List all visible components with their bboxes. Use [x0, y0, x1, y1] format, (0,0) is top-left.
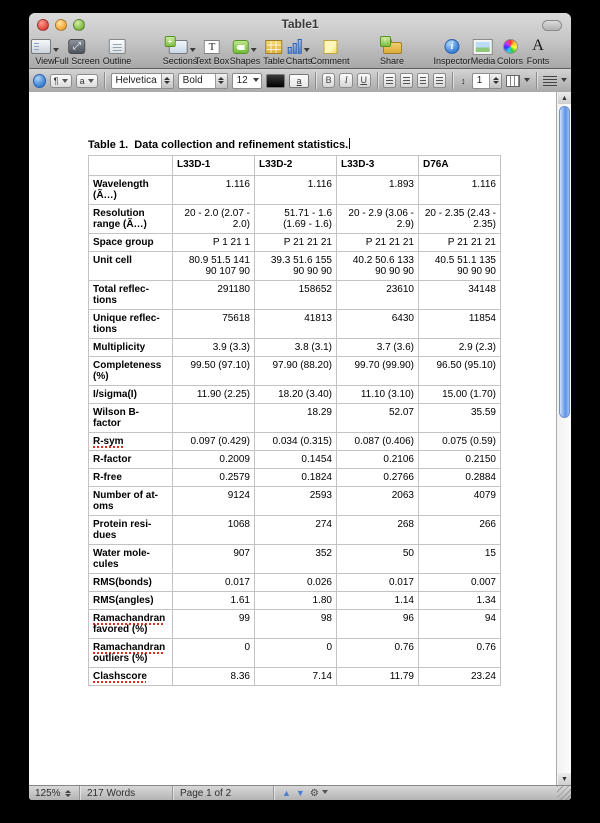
column-header-cell[interactable] — [89, 156, 173, 176]
toolbar-label: View — [35, 56, 55, 66]
comment-icon — [323, 40, 337, 54]
misspelled-word: Ramachandran — [93, 613, 166, 624]
value-cell[interactable]: 52.07 — [337, 404, 419, 433]
outline-icon — [109, 39, 126, 54]
value-cell[interactable]: 1.80 — [255, 592, 337, 610]
stepper-arrows-icon — [65, 790, 71, 797]
toolbar-label: Sections — [162, 56, 198, 66]
toolbar-textbox-button[interactable] — [195, 37, 230, 66]
row-label-cell[interactable]: Number of at- oms — [89, 487, 173, 516]
chevron-down-icon — [88, 79, 94, 83]
row-label-cell[interactable]: Unique reflec- tions — [89, 310, 173, 339]
value-cell[interactable]: 20 - 2.9 (3.06 - 2.9) — [337, 205, 419, 234]
table-row — [89, 252, 501, 281]
line-spacing-icon: ↕ — [461, 75, 466, 86]
value-cell[interactable]: 0.1824 — [255, 469, 337, 487]
value-cell[interactable]: 1.61 — [173, 592, 255, 610]
stats-table-header — [89, 156, 501, 176]
stats-table-body — [89, 176, 501, 686]
row-label-cell[interactable]: RMS(bonds) — [89, 574, 173, 592]
value-cell[interactable]: P 21 21 21 — [255, 234, 337, 252]
value-cell[interactable]: 98 — [255, 610, 337, 639]
align-justify-button[interactable] — [433, 73, 446, 88]
stepper-arrows-icon — [161, 74, 173, 88]
toolbar-label: Charts — [285, 56, 313, 66]
value-cell[interactable]: 34148 — [419, 281, 501, 310]
zoom-level: 125% — [35, 787, 61, 799]
value-cell[interactable]: 2593 — [255, 487, 337, 516]
value-cell[interactable]: 907 — [173, 545, 255, 574]
value-cell[interactable]: 0.007 — [419, 574, 501, 592]
value-cell[interactable]: 0.2766 — [337, 469, 419, 487]
color-wheel-icon — [502, 39, 517, 54]
value-cell[interactable]: 0.2150 — [419, 451, 501, 469]
share-icon — [383, 42, 402, 54]
value-cell[interactable]: 0 — [255, 639, 337, 668]
stats-table[interactable] — [88, 155, 501, 686]
row-label-cell[interactable]: Water mole- cules — [89, 545, 173, 574]
scroll-up-arrow[interactable]: ▲ — [558, 92, 571, 104]
value-cell[interactable]: P 1 21 1 — [173, 234, 255, 252]
toolbar-label: Share — [379, 56, 405, 66]
paragraph-style-dropdown[interactable] — [50, 74, 72, 88]
value-cell[interactable]: 23610 — [337, 281, 419, 310]
chevron-down-icon — [62, 79, 68, 83]
value-cell[interactable]: 75618 — [173, 310, 255, 339]
italic-button[interactable]: I — [339, 73, 353, 88]
text-box-icon: T — [204, 40, 220, 54]
toolbar-toggle-pill[interactable] — [542, 20, 562, 31]
table-row — [89, 592, 501, 610]
table-row — [89, 404, 501, 433]
toolbar-label: Full Screen — [54, 56, 100, 66]
align-left-button[interactable] — [383, 73, 396, 88]
row-label-cell[interactable]: Multiplicity — [89, 339, 173, 357]
vertical-scrollbar[interactable] — [556, 92, 571, 785]
value-cell[interactable]: 0.76 — [337, 639, 419, 668]
value-cell[interactable]: 0.2106 — [337, 451, 419, 469]
value-cell[interactable]: 11.90 (2.25) — [173, 386, 255, 404]
value-cell[interactable]: 11.79 — [337, 668, 419, 686]
table-row — [89, 281, 501, 310]
toolbar-fonts-button[interactable] — [527, 37, 550, 66]
value-cell[interactable]: 11.10 (3.10) — [337, 386, 419, 404]
row-label-cell[interactable]: Wilson B- factor — [89, 404, 173, 433]
font-size-dropdown[interactable] — [232, 73, 262, 89]
value-cell[interactable]: 0 — [173, 639, 255, 668]
styles-drawer-button[interactable] — [33, 74, 46, 88]
toolbar-charts-button[interactable] — [286, 37, 313, 66]
font-size-value: 12 — [236, 75, 248, 86]
value-cell[interactable]: 7.14 — [255, 668, 337, 686]
value-cell[interactable]: 97.90 (88.20) — [255, 357, 337, 386]
row-label-cell[interactable]: R-factor — [89, 451, 173, 469]
value-cell[interactable]: 35.59 — [419, 404, 501, 433]
table-row — [89, 610, 501, 639]
font-family-stepper[interactable] — [111, 73, 174, 89]
fullscreen-icon: ⤢ — [69, 39, 86, 54]
character-style-value: a — [79, 75, 85, 86]
value-cell[interactable]: 3.8 (3.1) — [255, 339, 337, 357]
table-row — [89, 469, 501, 487]
value-cell[interactable]: 0.2884 — [419, 469, 501, 487]
toolbar-label: Shapes — [229, 56, 261, 66]
value-cell[interactable]: 3.9 (3.3) — [173, 339, 255, 357]
row-label-cell[interactable] — [89, 668, 173, 686]
table-row — [89, 386, 501, 404]
value-cell[interactable]: 20 - 2.35 (2.43 - 2.35) — [419, 205, 501, 234]
row-label-cell[interactable]: RMS(angles) — [89, 592, 173, 610]
value-cell[interactable]: 4079 — [419, 487, 501, 516]
font-family-value: Helvetica — [115, 75, 157, 86]
columns-icon — [506, 75, 520, 87]
toolbar-table-button[interactable] — [263, 37, 285, 66]
toolbar-label: Table — [263, 56, 285, 66]
view-icon — [31, 39, 51, 54]
line-spacing-value: 1 — [476, 75, 483, 86]
value-cell[interactable]: 80.9 51.5 141 90 107 90 — [173, 252, 255, 281]
chevron-down-icon — [251, 48, 257, 52]
value-cell[interactable]: 18.29 — [255, 404, 337, 433]
table-row — [89, 639, 501, 668]
character-style-dropdown[interactable] — [76, 74, 98, 88]
scroll-down-arrow[interactable]: ▼ — [558, 773, 571, 785]
row-label-cell[interactable]: R-free — [89, 469, 173, 487]
value-cell[interactable]: 2.9 (2.3) — [419, 339, 501, 357]
toolbar-fullscreen-button[interactable] — [54, 37, 100, 66]
underline-button[interactable]: U — [357, 73, 371, 88]
text-color-well[interactable] — [266, 74, 286, 88]
titlebar[interactable] — [29, 13, 571, 36]
misspelled-word: Clashscore — [93, 671, 147, 682]
value-cell[interactable]: 0.026 — [255, 574, 337, 592]
stepper-arrows-icon — [215, 74, 227, 88]
status-bar — [29, 785, 571, 800]
next-page-arrow[interactable]: ▼ — [295, 788, 305, 798]
pages-window — [29, 13, 571, 800]
row-label-cell[interactable]: I/sigma(I) — [89, 386, 173, 404]
value-cell[interactable]: 99 — [173, 610, 255, 639]
toolbar-label: Fonts — [526, 56, 550, 66]
table-row — [89, 176, 501, 205]
row-label-cell[interactable]: Protein resi- dues — [89, 516, 173, 545]
text-cursor — [349, 138, 350, 149]
chevron-down-icon — [322, 790, 328, 794]
table-row — [89, 574, 501, 592]
value-cell[interactable]: 1.116 — [419, 176, 501, 205]
value-cell[interactable] — [173, 404, 255, 433]
font-variant-stepper[interactable] — [178, 73, 228, 89]
value-cell[interactable]: 1.116 — [255, 176, 337, 205]
value-cell[interactable]: P 21 21 21 — [419, 234, 501, 252]
table-row — [89, 234, 501, 252]
fonts-icon: A — [532, 37, 544, 54]
value-cell[interactable]: 94 — [419, 610, 501, 639]
value-cell[interactable]: 1068 — [173, 516, 255, 545]
value-cell[interactable]: 0.1454 — [255, 451, 337, 469]
value-cell[interactable]: 96.50 (95.10) — [419, 357, 501, 386]
column-header-cell[interactable]: L33D-3 — [337, 156, 419, 176]
toolbar-label: Colors — [496, 56, 524, 66]
toolbar-label: Inspector — [433, 56, 471, 66]
value-cell[interactable]: 1.116 — [173, 176, 255, 205]
highlight-color-well[interactable]: a — [289, 74, 309, 88]
window-chrome — [29, 13, 571, 69]
value-cell[interactable]: 2063 — [337, 487, 419, 516]
column-header-cell[interactable]: D76A — [419, 156, 501, 176]
value-cell[interactable]: 39.3 51.6 155 90 90 90 — [255, 252, 337, 281]
list-style-dropdown[interactable] — [543, 76, 567, 86]
toolbar-shapes-button[interactable] — [230, 37, 261, 66]
value-cell[interactable]: 158652 — [255, 281, 337, 310]
list-icon — [543, 76, 557, 86]
chevron-down-icon — [524, 78, 530, 82]
line-spacing-stepper[interactable] — [472, 73, 502, 89]
table-row — [89, 433, 501, 451]
value-cell[interactable]: 96 — [337, 610, 419, 639]
chevron-down-icon — [561, 78, 567, 82]
value-cell[interactable]: 0.087 (0.406) — [337, 433, 419, 451]
toolbar-sections-button[interactable] — [163, 37, 198, 66]
row-label-cell[interactable]: Ramachandran favored (%) — [89, 610, 173, 639]
table-header-row — [89, 156, 501, 176]
misspelled-word: Ramachandran — [93, 642, 166, 653]
shapes-icon — [233, 40, 249, 54]
table-row — [89, 339, 501, 357]
toolbar-colors-button[interactable] — [497, 37, 523, 66]
value-cell[interactable]: 0.017 — [173, 574, 255, 592]
table-row — [89, 357, 501, 386]
value-cell[interactable]: 0.075 (0.59) — [419, 433, 501, 451]
value-cell[interactable]: 1.14 — [337, 592, 419, 610]
table-caption-text: Table 1. Data collection and refinement statistics. — [88, 139, 349, 151]
value-cell[interactable]: 99.50 (97.10) — [173, 357, 255, 386]
scrollbar-thumb[interactable] — [559, 106, 570, 418]
value-cell[interactable]: 1.893 — [337, 176, 419, 205]
value-cell[interactable]: 1.34 — [419, 592, 501, 610]
value-cell[interactable]: 0.76 — [419, 639, 501, 668]
zoom-control[interactable] — [29, 788, 79, 799]
value-cell[interactable]: 8.36 — [173, 668, 255, 686]
table-row — [89, 205, 501, 234]
row-label-cell[interactable]: Total reflec- tions — [89, 281, 173, 310]
row-label-cell[interactable]: Resolution range (Ã…) — [89, 205, 173, 234]
page-actions-gear[interactable]: ⚙ — [310, 788, 328, 799]
charts-icon — [288, 39, 302, 54]
value-cell[interactable]: 9124 — [173, 487, 255, 516]
columns-dropdown[interactable] — [506, 75, 530, 87]
value-cell[interactable]: 3.7 (3.6) — [337, 339, 419, 357]
value-cell[interactable]: 15.00 (1.70) — [419, 386, 501, 404]
toolbar-media-button[interactable] — [471, 37, 496, 66]
value-cell[interactable]: 268 — [337, 516, 419, 545]
value-cell[interactable]: 266 — [419, 516, 501, 545]
row-label-cell[interactable]: Wavelength (Ã…) — [89, 176, 173, 205]
value-cell[interactable]: 0.034 (0.315) — [255, 433, 337, 451]
value-cell[interactable]: 352 — [255, 545, 337, 574]
paragraph-style-value: ¶ — [53, 75, 59, 86]
word-count: 217 Words — [87, 787, 136, 799]
toolbar-inspector-button[interactable] — [433, 37, 470, 66]
row-label-cell[interactable]: Completeness (%) — [89, 357, 173, 386]
chevron-down-icon — [304, 48, 310, 52]
value-cell[interactable]: 0.017 — [337, 574, 419, 592]
value-cell[interactable]: 0.097 (0.429) — [173, 433, 255, 451]
table-caption[interactable] — [88, 138, 350, 151]
value-cell[interactable]: 20 - 2.0 (2.07 - 2.0) — [173, 205, 255, 234]
document-canvas[interactable] — [29, 92, 571, 785]
value-cell[interactable]: 0.2579 — [173, 469, 255, 487]
value-cell[interactable]: 11854 — [419, 310, 501, 339]
font-variant-value: Bold — [182, 75, 203, 86]
value-cell[interactable]: 51.71 - 1.6 (1.69 - 1.6) — [255, 205, 337, 234]
page-indicator[interactable]: Page 1 of 2 — [180, 787, 232, 799]
window-title: Table1 — [281, 17, 319, 31]
value-cell[interactable]: 50 — [337, 545, 419, 574]
media-icon — [474, 40, 492, 54]
previous-page-arrow[interactable]: ▲ — [282, 788, 291, 798]
table-row — [89, 487, 501, 516]
align-right-button[interactable] — [417, 73, 430, 88]
value-cell[interactable]: P 21 21 21 — [337, 234, 419, 252]
column-header-cell[interactable]: L33D-2 — [255, 156, 337, 176]
toolbar-share-button[interactable] — [380, 37, 404, 66]
table-row — [89, 516, 501, 545]
column-header-cell[interactable]: L33D-1 — [173, 156, 255, 176]
value-cell[interactable]: 291180 — [173, 281, 255, 310]
table-row — [89, 545, 501, 574]
format-bar — [29, 69, 571, 93]
value-cell[interactable]: 18.20 (3.40) — [255, 386, 337, 404]
table-row — [89, 451, 501, 469]
row-label-cell[interactable]: Space group — [89, 234, 173, 252]
sections-icon — [169, 40, 188, 54]
row-label-cell[interactable]: Ramachandran outliers (%) — [89, 639, 173, 668]
inspector-icon: i — [445, 39, 460, 54]
value-cell[interactable]: 6430 — [337, 310, 419, 339]
value-cell[interactable]: 274 — [255, 516, 337, 545]
stepper-arrows-icon — [489, 74, 501, 88]
chevron-down-icon — [253, 78, 259, 82]
value-cell[interactable]: 40.5 51.1 135 90 90 90 — [419, 252, 501, 281]
toolbar-comment-button[interactable] — [310, 37, 349, 66]
misspelled-word: R-sym — [93, 436, 124, 447]
toolbar-label: Comment — [310, 56, 350, 66]
toolbar-label: Media — [470, 56, 496, 66]
row-label-cell[interactable] — [89, 433, 173, 451]
row-label-cell[interactable]: Unit cell — [89, 252, 173, 281]
value-cell[interactable]: 40.2 50.6 133 90 90 90 — [337, 252, 419, 281]
table-row — [89, 668, 501, 686]
bold-button[interactable]: B — [322, 73, 336, 88]
value-cell[interactable]: 15 — [419, 545, 501, 574]
toolbar-outline-button[interactable] — [103, 37, 132, 66]
table-row — [89, 310, 501, 339]
value-cell[interactable]: 23.24 — [419, 668, 501, 686]
toolbar-label: Outline — [102, 56, 132, 66]
table-icon — [265, 40, 282, 54]
window-resize-grip[interactable] — [557, 786, 571, 800]
value-cell[interactable]: 99.70 (99.90) — [337, 357, 419, 386]
value-cell[interactable]: 41813 — [255, 310, 337, 339]
toolbar-label: Text Box — [194, 56, 230, 66]
value-cell[interactable]: 0.2009 — [173, 451, 255, 469]
toolbar — [29, 36, 571, 68]
align-center-button[interactable] — [400, 73, 413, 88]
